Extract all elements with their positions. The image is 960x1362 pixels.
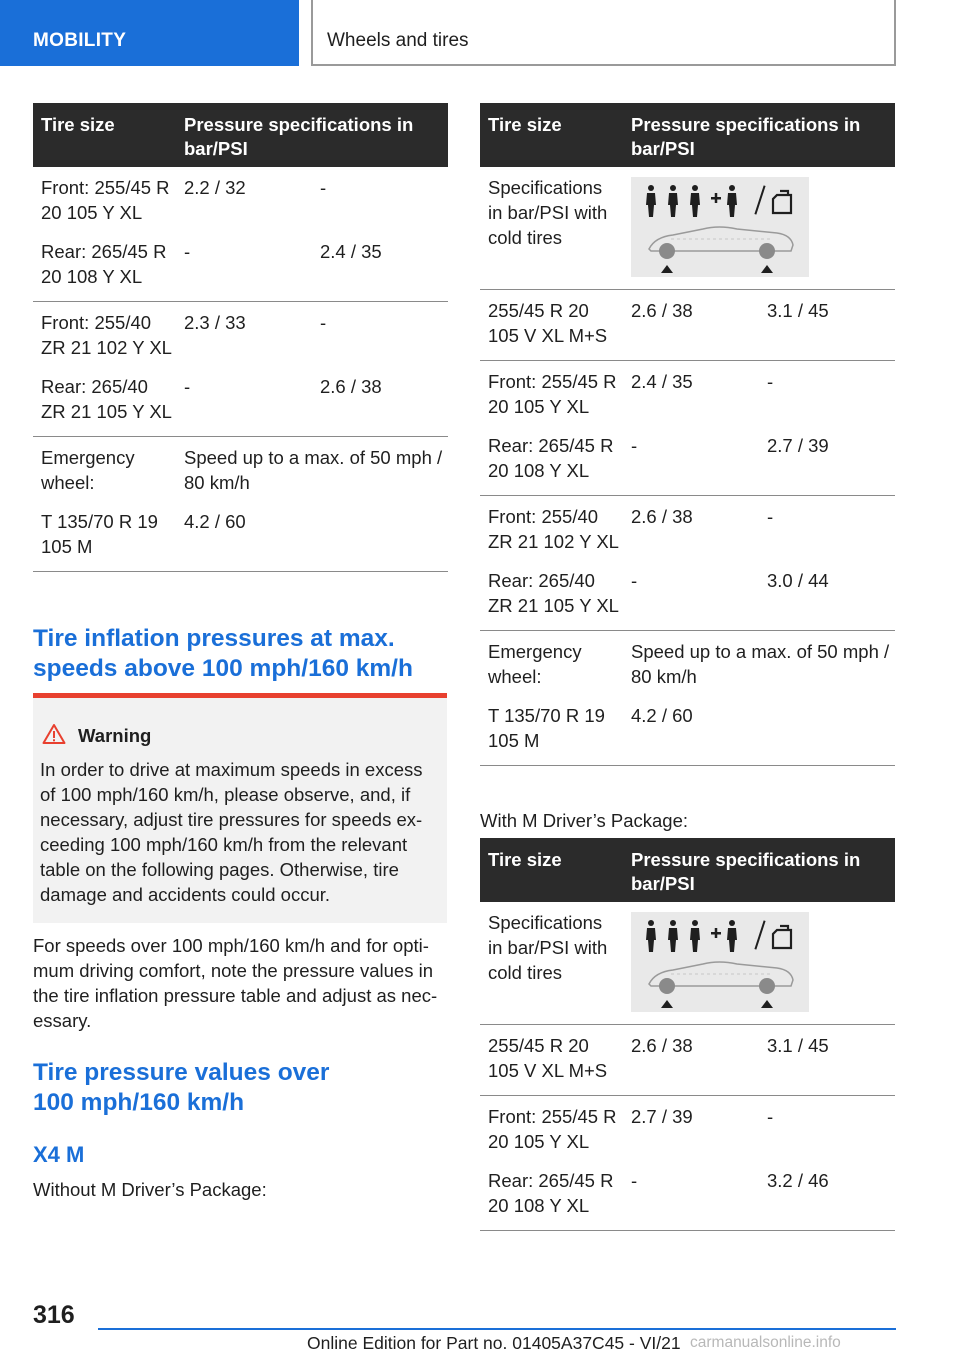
table-row	[480, 1104, 895, 1168]
pressure-cell	[759, 703, 895, 753]
pressure-cell: -	[184, 241, 191, 262]
tire-size-cell: 255/45 R 20 105 V XL M+S	[488, 1035, 608, 1081]
pressure-cell: -	[320, 177, 327, 198]
pressure-cell	[312, 509, 448, 559]
pressure-cell: -	[631, 570, 638, 591]
table-header	[480, 838, 895, 902]
warning-box	[33, 693, 447, 923]
pressure-cell: 4.2 / 60	[184, 511, 246, 532]
pressure-cell: 2.7 / 39	[767, 435, 829, 456]
table-header	[480, 103, 895, 167]
pressure-cell: 3.1 / 45	[767, 300, 829, 321]
left-pressure-table	[33, 103, 448, 572]
table-row	[33, 509, 448, 565]
pressure-cell: 3.2 / 46	[767, 1170, 829, 1191]
table-group	[480, 496, 895, 631]
section-heading: Tire inflation pressures at max. speeds above 100 mph/160 km/h	[33, 625, 413, 682]
table-row	[480, 639, 895, 703]
table-row	[480, 433, 895, 489]
table-row	[33, 175, 448, 239]
header-section-tab[interactable]	[0, 0, 299, 66]
table-row	[33, 310, 448, 374]
table-row	[33, 445, 448, 509]
body-paragraph: For speeds over 100 mph/160 km/h and for opti‐mum driving comfort, note the pressure values in the tire inflation pressure table and adjust as nec‐essary.	[33, 935, 438, 1031]
tire-size-cell: T 135/70 R 19 105 M	[41, 511, 158, 557]
pressure-cell: 2.2 / 32	[184, 177, 246, 198]
table-row	[33, 239, 448, 295]
page-number: 316	[33, 1301, 75, 1329]
speed-limit-cell: Speed up to a max. of 50 mph / 80 km/h	[631, 641, 890, 687]
warning-title: Warning	[78, 725, 152, 746]
pressure-cell: 2.4 / 35	[631, 371, 693, 392]
table-group	[480, 1025, 895, 1096]
pressure-cell: -	[767, 506, 774, 527]
tire-size-cell: Rear: 265/45 R 20 108 Y XL	[41, 241, 167, 287]
tire-size-cell: Rear: 265/40 ZR 21 105 Y XL	[41, 376, 172, 422]
pressure-cell: -	[320, 312, 327, 333]
pressure-cell: 2.6 / 38	[631, 300, 693, 321]
pressure-cell: -	[767, 371, 774, 392]
vehicle-load-icon	[631, 912, 809, 1012]
tire-size-cell: Front: 255/45 R 20 105 Y XL	[488, 371, 617, 417]
tire-size-cell: Front: 255/40 ZR 21 102 Y XL	[488, 506, 619, 552]
pressure-cell: -	[631, 435, 638, 456]
col-pressure: Pressure specifications in bar/PSI	[184, 114, 414, 159]
footer-divider	[98, 1328, 896, 1330]
table-group	[480, 361, 895, 496]
pressure-cell: 2.6 / 38	[631, 1035, 693, 1056]
footer-watermark: carmanualsonline.info	[690, 1334, 841, 1351]
table-row	[480, 568, 895, 624]
table-row	[480, 1033, 895, 1089]
table-group	[480, 1096, 895, 1231]
tire-size-cell: Rear: 265/40 ZR 21 105 Y XL	[488, 570, 619, 616]
pressure-cell: 2.7 / 39	[631, 1106, 693, 1127]
pressure-cell: -	[767, 1106, 774, 1127]
warning-text: In order to drive at maximum speeds in excess of 100 mph/160 km/h, please observe, and, if necessary, adjust tire pressures for speeds ex‐ceeding 100 mph/160 km/h from the relevant table on the following pages. Otherwise, tire damage and accidents could occur.	[40, 759, 423, 905]
tire-size-cell: 255/45 R 20 105 V XL M+S	[488, 300, 608, 346]
table-row	[480, 369, 895, 433]
subheading: Tire pressure values over 100 mph/160 km/h	[33, 1059, 330, 1116]
header-section-label: MOBILITY	[33, 30, 127, 51]
tire-size-cell: Emergency wheel:	[488, 641, 582, 687]
spec-label: Specifications in bar/PSI with cold tires	[488, 912, 608, 983]
table-group	[33, 302, 448, 437]
col-tire-size: Tire size	[488, 849, 562, 870]
tire-size-cell: Front: 255/40 ZR 21 102 Y XL	[41, 312, 172, 358]
pressure-cell: -	[631, 1170, 638, 1191]
pressure-cell: 2.3 / 33	[184, 312, 246, 333]
warning-triangle-icon	[42, 723, 66, 750]
table-header	[33, 103, 448, 167]
pressure-cell: 2.6 / 38	[320, 376, 382, 397]
tire-size-cell: Front: 255/45 R 20 105 Y XL	[41, 177, 170, 223]
col-tire-size: Tire size	[488, 114, 562, 135]
table-row	[480, 1168, 895, 1224]
tire-size-cell: Emergency wheel:	[41, 447, 135, 493]
table-group	[480, 631, 895, 766]
col-tire-size: Tire size	[41, 114, 115, 135]
right-pressure-table-2	[480, 838, 895, 1231]
table-row	[480, 298, 895, 354]
header-title-box	[311, 0, 896, 66]
pressure-cell: 2.4 / 35	[320, 241, 382, 262]
tire-size-cell: Rear: 265/45 R 20 108 Y XL	[488, 435, 614, 481]
tire-size-cell: T 135/70 R 19 105 M	[488, 705, 605, 751]
pressure-cell: 3.0 / 44	[767, 570, 829, 591]
pressure-cell: 2.6 / 38	[631, 506, 693, 527]
model-heading: X4 M	[33, 1142, 85, 1167]
speed-limit-cell: Speed up to a max. of 50 mph / 80 km/h	[184, 447, 443, 493]
pressure-cell: 3.1 / 45	[767, 1035, 829, 1056]
table-row	[33, 374, 448, 430]
pressure-cell: -	[184, 376, 191, 397]
header-title: Wheels and tires	[327, 30, 469, 51]
vehicle-load-icon	[631, 177, 809, 277]
col-pressure: Pressure specifications in bar/PSI	[631, 849, 861, 894]
tire-size-cell: Front: 255/45 R 20 105 Y XL	[488, 1106, 617, 1152]
table-group	[33, 437, 448, 572]
table-row	[480, 504, 895, 568]
pressure-cell: 4.2 / 60	[631, 705, 693, 726]
tire-size-cell: Rear: 265/45 R 20 108 Y XL	[488, 1170, 614, 1216]
spec-row	[480, 167, 895, 290]
table-group	[480, 290, 895, 361]
footer-edition: Online Edition for Part no. 01405A37C45 - VI/21	[307, 1333, 681, 1353]
without-package-label: Without M Driver’s Package:	[33, 1179, 267, 1200]
table-group	[33, 167, 448, 302]
spec-label: Specifications in bar/PSI with cold tires	[488, 177, 608, 248]
col-pressure: Pressure specifications in bar/PSI	[631, 114, 861, 159]
with-package-label: With M Driver’s Package:	[480, 810, 689, 831]
right-pressure-table-1	[480, 103, 895, 766]
table-row	[480, 703, 895, 759]
spec-row	[480, 902, 895, 1025]
